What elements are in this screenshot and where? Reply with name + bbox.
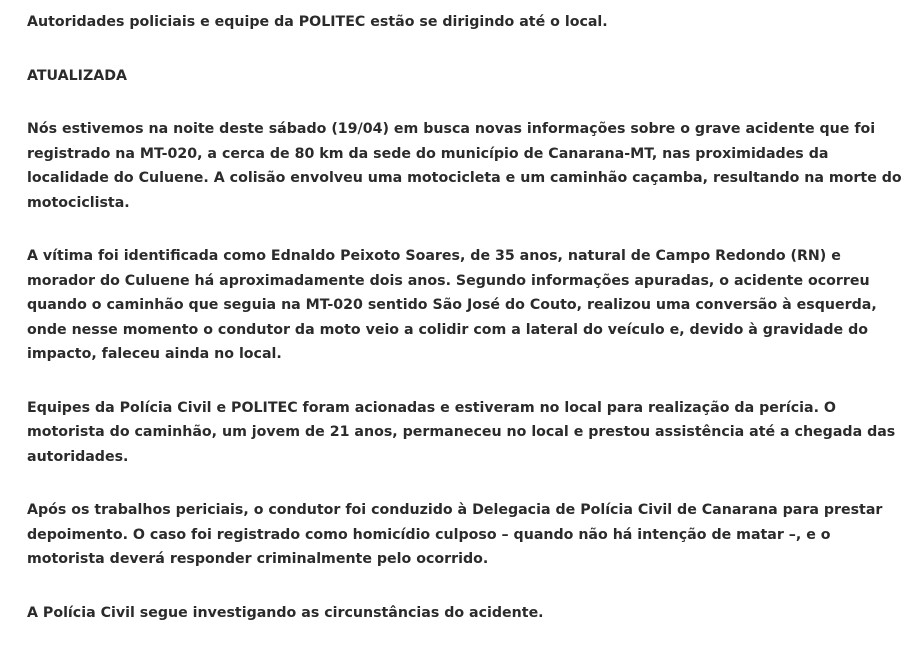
article-paragraph: Após os trabalhos periciais, o condutor foi conduzido à Delegacia de Polícia Civil de Canarana para prestar depoimento. O caso foi registrado como homicídio culposo – quando não há intenção de matar –, e o motorista deverá responder criminalmente pelo ocorrido. xyxy=(27,502,883,567)
update-label: ATUALIZADA xyxy=(27,67,127,84)
article-body xyxy=(27,10,912,654)
article-paragraph: Nós estivemos na noite deste sábado (19/04) em busca novas informações sobre o grave acidente que foi registrado na MT-020, a cerca de 80 km da sede do município de Canarana-MT, nas proximidades da localidade do Culuene. A colisão envolveu uma motocicleta e um caminhão caçamba, resultando na morte do motociclista. xyxy=(27,121,902,211)
article-paragraph: Equipes da Polícia Civil e POLITEC foram acionadas e estiveram no local para realização da perícia. O motorista do caminhão, um jovem de 21 anos, permaneceu no local e prestou assistência até a chegada das autoridades. xyxy=(27,399,896,465)
article-paragraph: A vítima foi identificada como Ednaldo Peixoto Soares, de 35 anos, natural de Campo Redondo (RN) e morador do Culuene há aproximadamente dois anos. Segundo informações apuradas, o acidente ocorreu quando o caminhão que seguia na MT-020 sentido São José do Couto, realizou uma conversão à esquerda, onde nesse momento o condutor da moto veio a colidir com a lateral do veículo e, devido à gravidade do impacto, faleceu ainda no local. xyxy=(27,248,877,362)
article-paragraph-closing: A Polícia Civil segue investigando as circunstâncias do acidente. xyxy=(27,604,544,621)
article-paragraph-intro: Autoridades policiais e equipe da POLITEC estão se dirigindo até o local. xyxy=(27,14,608,30)
